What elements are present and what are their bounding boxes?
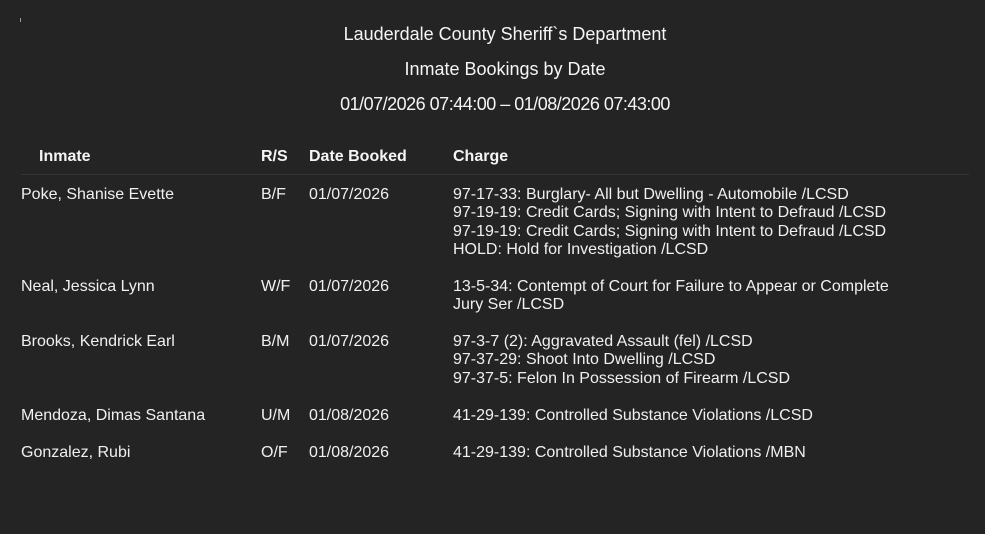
charge-line: 97-37-29: Shoot Into Dwelling /LCSD	[453, 351, 716, 369]
header-divider	[21, 174, 969, 175]
charge-line: Jury Ser /LCSD	[453, 296, 565, 314]
charge-line: 41-29-139: Controlled Substance Violations /LCSD	[453, 407, 813, 424]
column-header-inmate: Inmate	[39, 148, 91, 165]
race-sex: B/M	[261, 333, 290, 350]
charge-list	[453, 407, 813, 425]
charge-line: 97-19-19: Credit Cards; Signing with Intent to Defraud /LCSD	[453, 222, 887, 240]
date-booked: 01/07/2026	[309, 186, 390, 203]
inmate-name: Gonzalez, Rubi	[21, 444, 131, 461]
report-date-range: 01/07/2026 07:44:00 – 01/08/2026 07:43:00	[340, 94, 670, 114]
date-booked: 01/07/2026	[309, 278, 390, 295]
charge-line: 97-37-5: Felon In Possession of Firearm /LCSD	[453, 369, 791, 387]
charge-line: HOLD: Hold for Investigation /LCSD	[453, 240, 709, 258]
date-booked: 01/08/2026	[309, 407, 390, 424]
report-title: Inmate Bookings by Date	[404, 59, 606, 79]
charge-list	[453, 333, 790, 388]
report-header	[0, 22, 985, 127]
column-header-date-booked: Date Booked	[309, 148, 407, 165]
charge-list	[453, 186, 886, 259]
charge-list	[453, 278, 889, 315]
column-header-charge: Charge	[453, 148, 509, 165]
race-sex: U/M	[261, 407, 291, 424]
charge-line: 13-5-34: Contempt of Court for Failure to Appear or Complete	[453, 278, 889, 295]
inmate-name: Neal, Jessica Lynn	[21, 278, 155, 295]
inmate-name: Brooks, Kendrick Earl	[21, 333, 175, 350]
charge-line: 97-19-19: Credit Cards; Signing with Intent to Defraud /LCSD	[453, 204, 887, 222]
charge-list	[453, 444, 806, 462]
inmate-name: Mendoza, Dimas Santana	[21, 407, 206, 424]
column-header-race-sex: R/S	[261, 148, 288, 165]
charge-line: 97-17-33: Burglary- All but Dwelling - Automobile /LCSD	[453, 186, 849, 203]
inmate-name: Poke, Shanise Evette	[21, 186, 174, 203]
race-sex: W/F	[261, 278, 291, 295]
agency-name: Lauderdale County Sheriff`s Department	[343, 24, 667, 44]
date-booked: 01/07/2026	[309, 333, 390, 350]
race-sex: O/F	[261, 444, 288, 461]
race-sex: B/F	[261, 186, 286, 203]
date-booked: 01/08/2026	[309, 444, 390, 461]
charge-line: 41-29-139: Controlled Substance Violations /MBN	[453, 444, 806, 461]
charge-line: 97-3-7 (2): Aggravated Assault (fel) /LCSD	[453, 333, 753, 350]
